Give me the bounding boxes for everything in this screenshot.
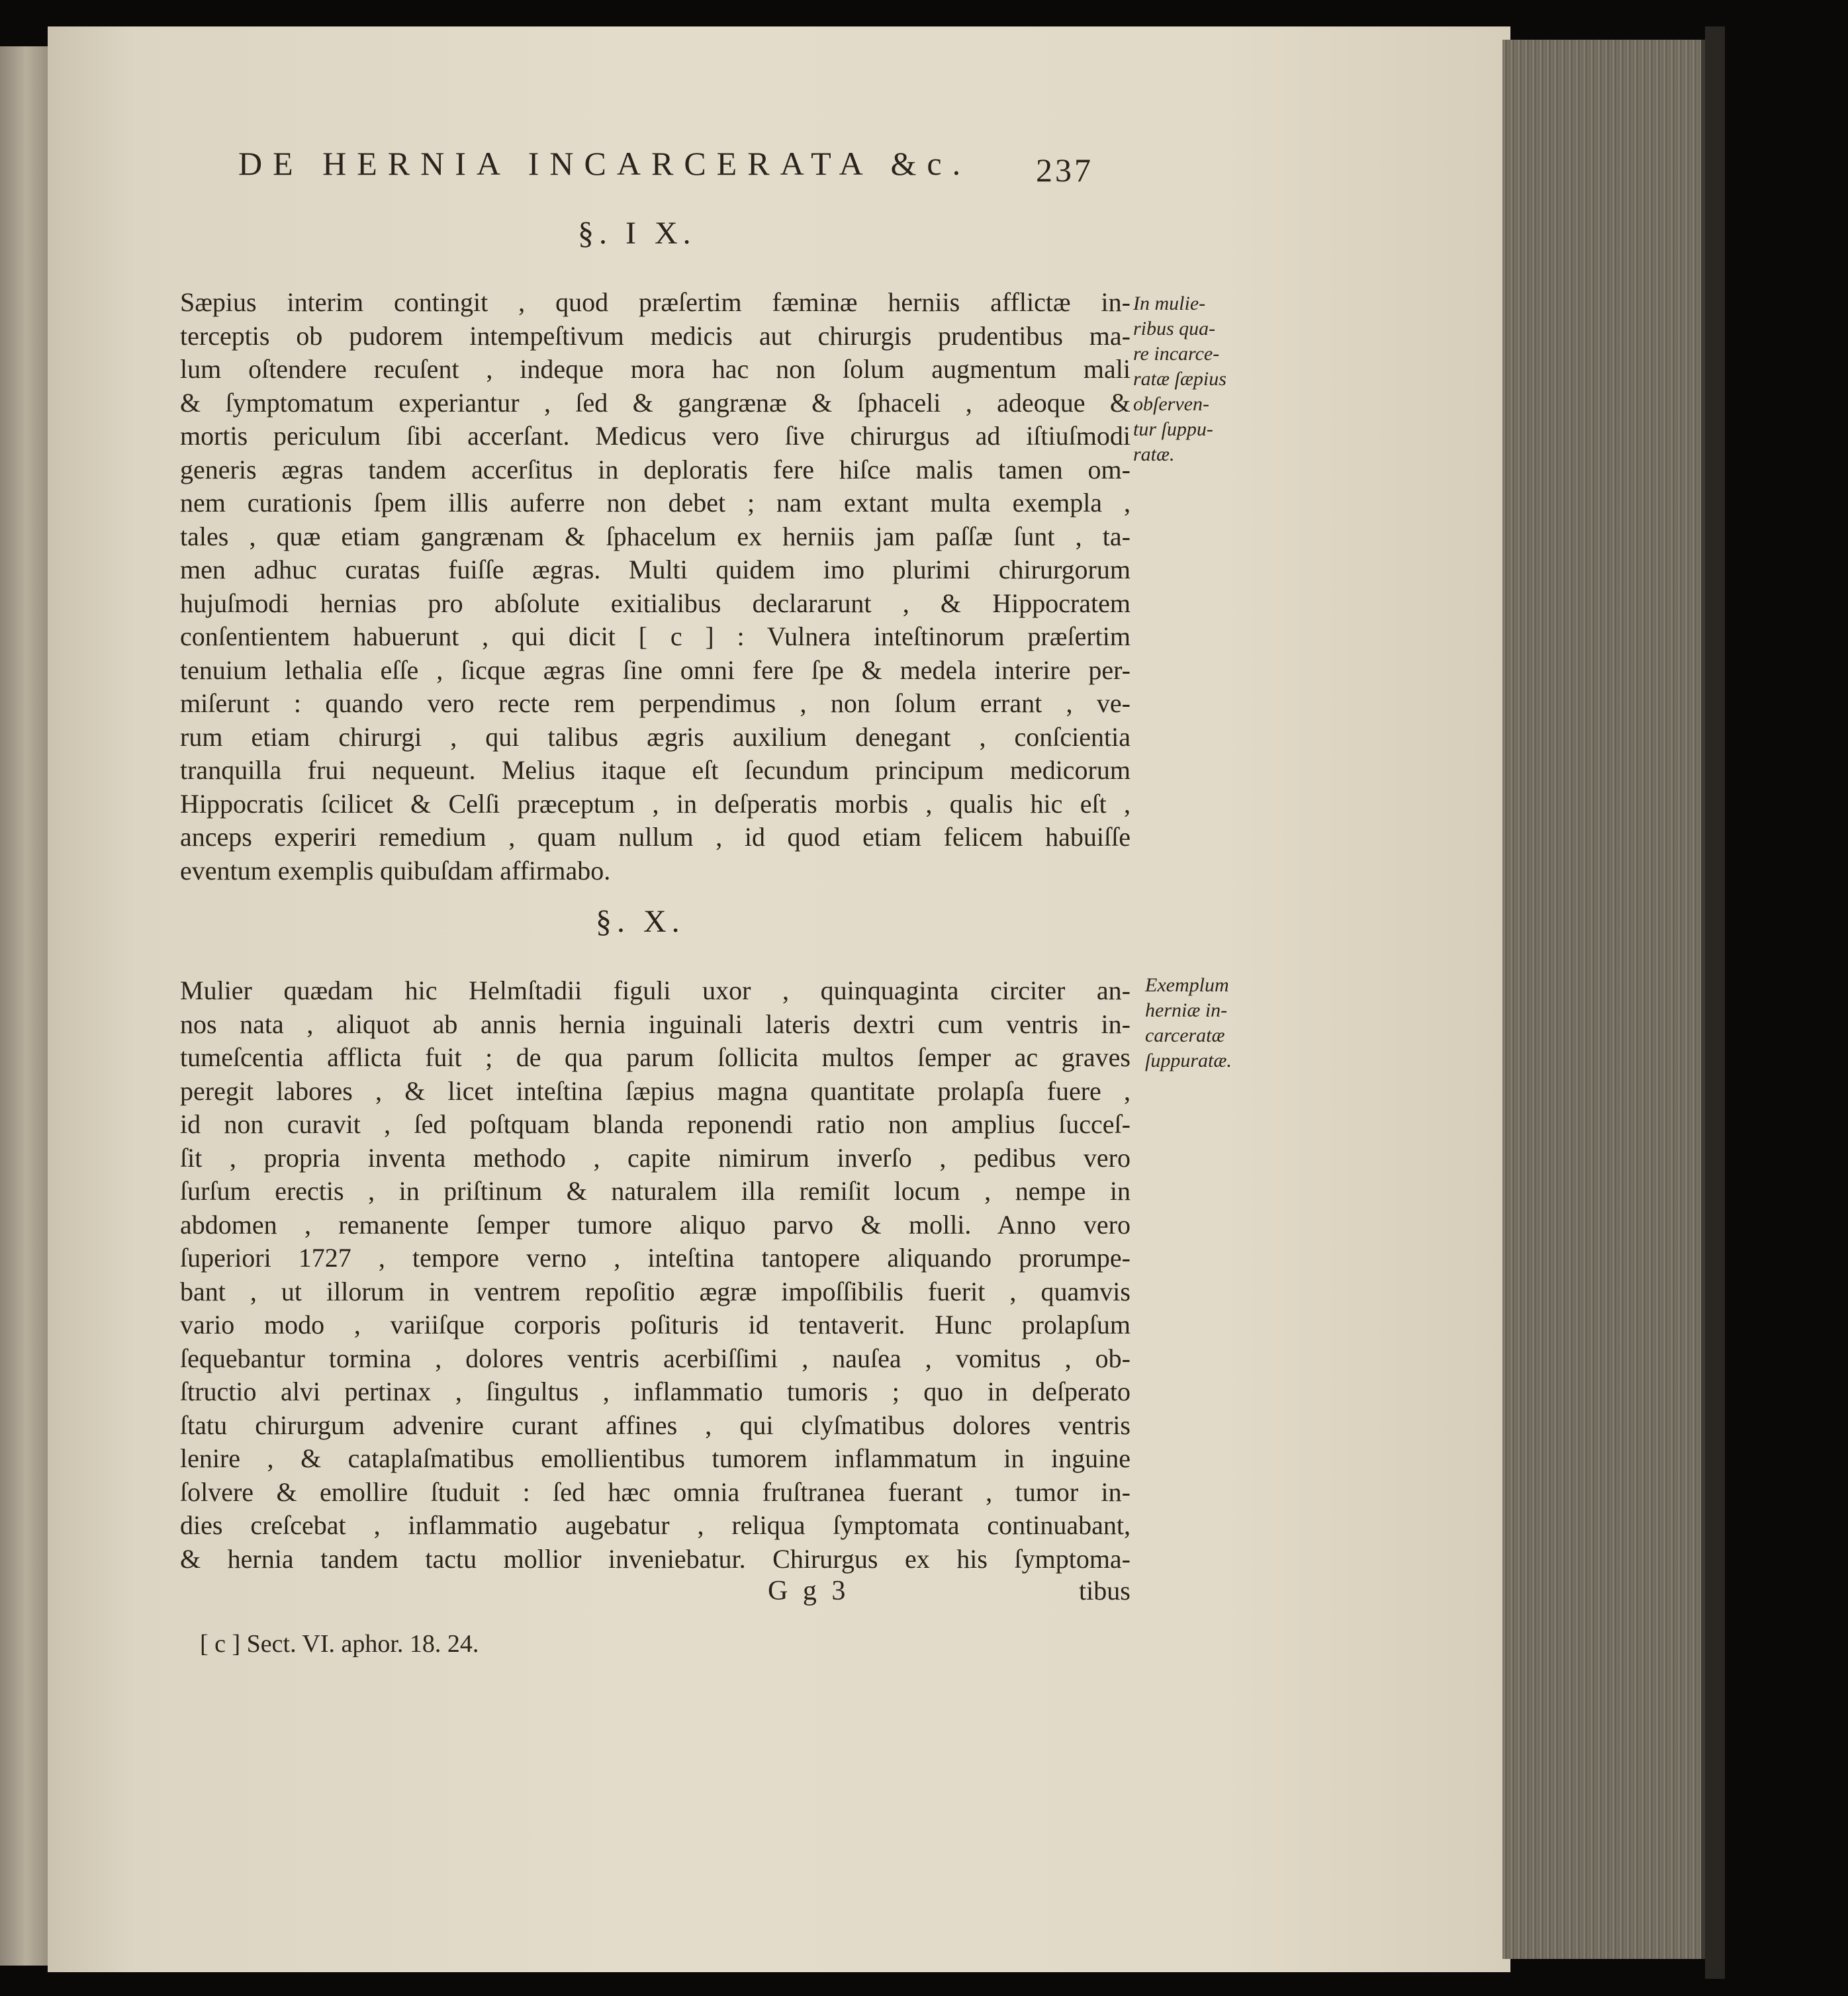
text-line-last: eventum exemplis quibuſdam affirmabo. — [180, 855, 611, 885]
marginal-note-line: In mulie- — [1133, 293, 1206, 314]
marginal-note-ix — [1133, 291, 1226, 467]
text-line: id non curavit , ſed poſtquam blanda reponendi ratio non amplius ſucceſ- — [180, 1109, 1131, 1139]
text-line: vario modo , variiſque corporis poſituris id tentaverit. Hunc prolapſum — [180, 1310, 1131, 1339]
marginal-note-line: obſerven- — [1133, 393, 1209, 415]
text-line: tales , quæ etiam gangrænam & ſphacelum ex herniis jam paſſæ ſunt , ta- — [180, 521, 1131, 551]
text-line: anceps experiri remedium , quam nullum , id quod etiam felicem habuiſſe — [180, 822, 1131, 852]
text-line: hujuſmodi hernias pro abſolute exitialibus declararunt , & Hippocratem — [180, 588, 1131, 618]
text-line: Mulier quædam hic Helmſtadii figuli uxor , quinquaginta circiter an- — [180, 975, 1131, 1005]
section-heading-ix: §. I X. — [578, 216, 696, 251]
text-line: Sæpius interim contingit , quod præſertim fæminæ herniis afflictæ in- — [180, 287, 1131, 317]
marginal-note-x — [1145, 973, 1232, 1073]
marginal-note-line: ſuppuratæ. — [1145, 1050, 1232, 1071]
text-line: ſit , propria inventa methodo , capite nimirum inverſo , pedibus vero — [180, 1142, 1131, 1173]
page-block-edge — [1502, 40, 1705, 1959]
text-line: ſurſum erectis , in priſtinum & naturalem illa remiſit locum , nempe in — [180, 1176, 1131, 1206]
marginal-note-line: carceratæ — [1145, 1024, 1225, 1046]
section-ix-text — [180, 286, 1131, 887]
text-line: rum etiam chirurgi , qui talibus ægris auxilium denegant , conſcientia — [180, 721, 1131, 752]
marginal-note-line: ratæ. — [1133, 443, 1175, 465]
text-line: miſerunt : quando vero recte rem perpendimus , non ſolum errant , ve- — [180, 688, 1131, 718]
text-line: dies creſcebat , inflammatio augebatur , reliqua ſymptomata continuabant, — [180, 1510, 1131, 1540]
marginal-note-line: tur ſuppu- — [1133, 418, 1213, 440]
footnote: [ c ] Sect. VI. aphor. 18. 24. — [200, 1630, 479, 1658]
text-line: bant , ut illorum in ventrem repoſitio ægræ impoſſibilis fuerit , quamvis — [180, 1276, 1131, 1306]
text-line: ſtatu chirurgum advenire curant affines , qui clyſmatibus dolores ventris — [180, 1410, 1131, 1440]
text-line: generis ægras tandem accerſitus in deploratis fere hiſce malis tamen om- — [180, 454, 1131, 484]
marginal-note-line: ribus qua- — [1133, 318, 1216, 340]
marginal-note-line: re incarce- — [1133, 343, 1220, 365]
text-line: mortis periculum ſibi accerſant. Medicus vero ſive chirurgus ad iſtiuſmodi — [180, 421, 1131, 451]
facing-page-edge — [0, 46, 48, 1966]
text-line: men adhuc curatas fuiſſe ægras. Multi quidem imo plurimi chirurgorum — [180, 555, 1131, 584]
text-line: conſentientem habuerunt , qui dicit [ c ] : Vulnera inteſtinorum præſertim — [180, 621, 1131, 651]
text-line: ſuperiori 1727 , tempore verno , inteſtina tantopere aliquando prorumpe- — [180, 1243, 1131, 1273]
text-line: tumeſcentia afflicta fuit ; de qua parum ſollicita multos ſemper ac graves — [180, 1042, 1131, 1072]
book-cover-edge — [1705, 26, 1725, 1979]
text-line: lenire , & cataplaſmatibus emollientibus tumorem inflammatum in inguine — [180, 1443, 1131, 1473]
text-line: terceptis ob pudorem intempeſtivum medicis aut chirurgis prudentibus ma- — [180, 320, 1131, 351]
marginal-note-line: ratæ ſæpius — [1133, 368, 1226, 390]
text-line: ſtructio alvi pertinax , ſingultus , inflammatio tumoris ; quo in deſperato — [180, 1377, 1131, 1406]
marginal-note-line: herniæ in- — [1145, 999, 1228, 1021]
text-line: peregit labores , & licet inteſtina ſæpius magna quantitate prolapſa fuere , — [180, 1075, 1131, 1106]
text-line: abdomen , remanente ſemper tumore aliquo parvo & molli. Anno vero — [180, 1209, 1131, 1240]
text-line: & hernia tandem tactu mollior inveniebatur. Chirurgus ex his ſymptoma- — [180, 1543, 1131, 1574]
section-x-text — [180, 974, 1131, 1576]
catchword: tibus — [1079, 1576, 1131, 1606]
text-line: ſequebantur tormina , dolores ventris acerbiſſimi , nauſea , vomitus , ob- — [180, 1343, 1131, 1373]
signature-mark: G g 3 — [768, 1576, 850, 1606]
text-line: tranquilla frui nequeunt. Melius itaque eſt ſecundum principum medicorum — [180, 755, 1131, 785]
text-line: & ſymptomatum experiantur , ſed & gangrænæ & ſphaceli , adeoque & — [180, 387, 1131, 418]
marginal-note-line: Exemplum — [1145, 974, 1229, 996]
text-line: ſolvere & emollire ſtuduit : ſed hæc omnia fruſtranea fuerant , tumor in- — [180, 1476, 1131, 1507]
text-line: tenuium lethalia eſſe , ſicque ægras ſine omni fere ſpe & medela interire per- — [180, 655, 1131, 685]
text-line: nos nata , aliquot ab annis hernia inguinali lateris dextri cum ventris in- — [180, 1009, 1131, 1039]
text-line: lum oſtendere recuſent , indeque mora hac non ſolum augmentum mali — [180, 354, 1131, 384]
text-line: nem curationis ſpem illis auferre non debet ; nam extant multa exempla , — [180, 488, 1131, 518]
page-number: 237 — [1036, 152, 1093, 189]
running-title: DE HERNIA INCARCERATA &c. — [238, 145, 972, 182]
text-line: Hippocratis ſcilicet & Celſi præceptum , in deſperatis morbis , qualis hic eſt , — [180, 788, 1131, 819]
section-heading-x: §. X. — [596, 904, 685, 939]
